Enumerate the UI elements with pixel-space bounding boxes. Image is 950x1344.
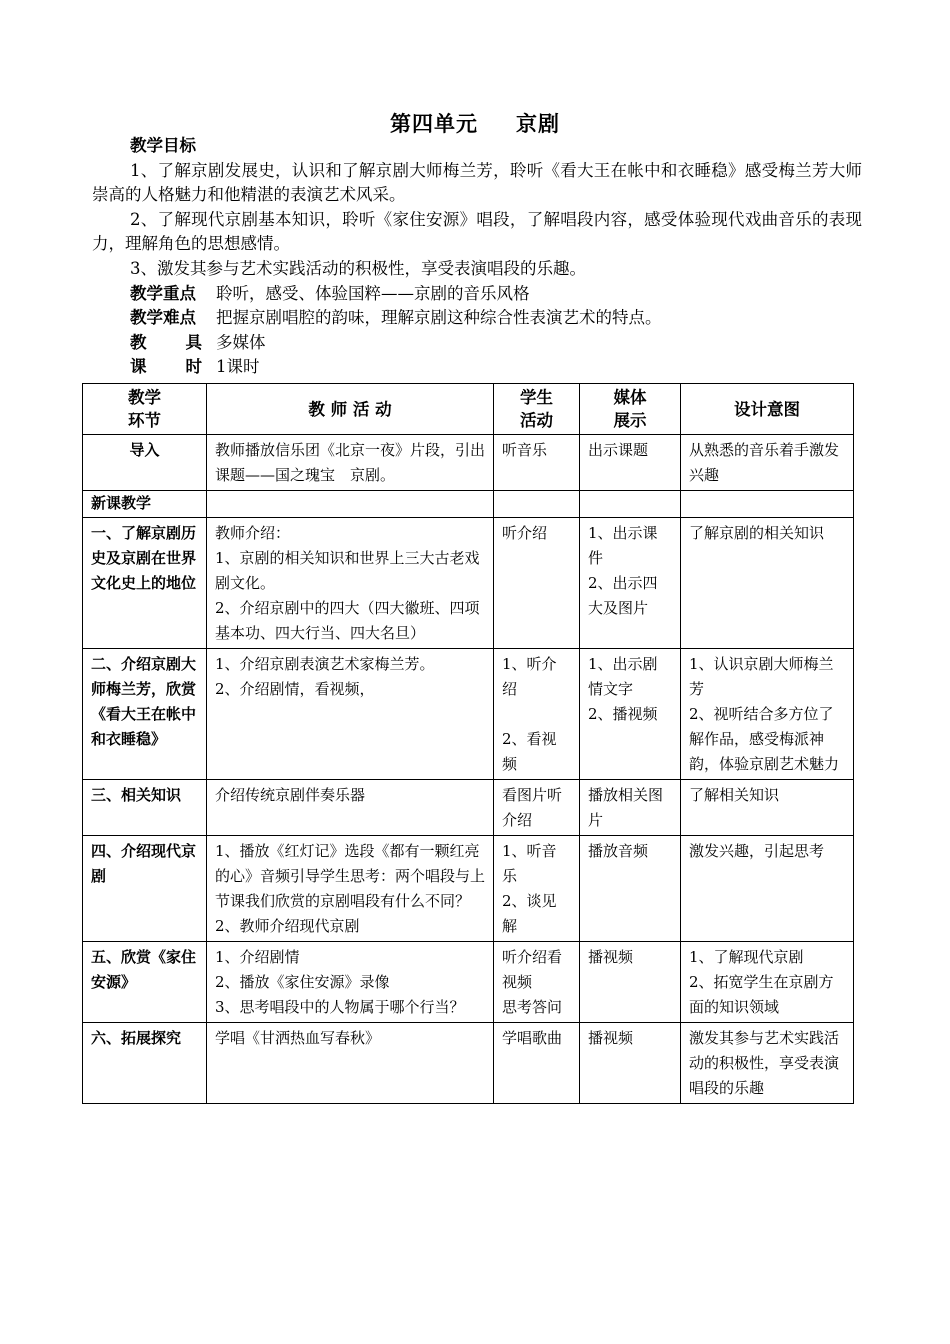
teacher-line: 介绍传统京剧伴奏乐器 [215, 786, 366, 804]
media-cell [580, 1023, 681, 1104]
teacher-cell [207, 518, 494, 649]
intro-student: 听音乐 [494, 435, 580, 491]
section-label: 新课教学 [83, 491, 207, 518]
header-intent: 设计意图 [681, 384, 854, 435]
teacher-line: 1、播放《红灯记》选段《都有一颗红亮的心》音频引导学生思考：两个唱段与上节课我们欣赏的京剧唱段有什么不同？ [215, 842, 486, 910]
difficulty-value: 把握京剧唱腔的韵味，理解京剧这种综合性表演艺术的特点。 [216, 308, 662, 328]
table-row [83, 780, 854, 836]
teacher-cell [207, 836, 494, 942]
lesson-plan-table [82, 383, 854, 1104]
student-cell [494, 942, 580, 1023]
intent-line: 了解京剧的相关知识 [689, 524, 825, 542]
title-topic: 京剧 [516, 112, 560, 136]
table-header-row [83, 384, 854, 435]
stage-cell: 六、拓展探究 [83, 1023, 207, 1104]
tools [92, 331, 862, 356]
media-cell [580, 942, 681, 1023]
table-row [83, 836, 854, 942]
media-line: 2、出示四大及图片 [588, 574, 658, 617]
teacher-line: 1、京剧的相关知识和世界上三大古老戏剧文化。 [215, 549, 480, 592]
intent-cell [681, 649, 854, 780]
key-point [92, 282, 862, 307]
stage-cell: 三、相关知识 [83, 780, 207, 836]
student-cell [494, 649, 580, 780]
media-line: 2、播视频 [588, 705, 658, 723]
objective-3: 3、激发其参与艺术实践活动的积极性，享受表演唱段的乐趣。 [130, 258, 586, 278]
tools-label: 教具 [130, 332, 202, 352]
media-cell [580, 836, 681, 942]
intent-cell [681, 836, 854, 942]
teacher-cell [207, 649, 494, 780]
intro-intent: 从熟悉的音乐着手激发兴趣 [681, 435, 854, 491]
intent-line: 1、认识京剧大师梅兰芳 [689, 655, 834, 698]
student-line: 听介绍看视频 [502, 948, 563, 991]
intent-cell [681, 1023, 854, 1104]
teacher-line: 2、播放《家住安源》录像 [215, 973, 390, 991]
header-stage: 教学 环节 [83, 384, 207, 435]
intent-cell [681, 942, 854, 1023]
teacher-line: 学唱《甘洒热血写春秋》 [215, 1029, 381, 1047]
media-line: 1、出示剧情文字 [588, 655, 658, 698]
teacher-line: 2、教师介绍现代京剧 [215, 917, 360, 935]
objectives-heading: 教学目标 [130, 136, 196, 155]
objective-1: 1、了解京剧发展史，认识和了解京剧大师梅兰芳，聆听《看大王在帐中和衣睡稳》感受梅兰芳大师崇高的人格魅力和他精湛的表演艺术风采。 [92, 160, 862, 205]
lesson-intro [92, 134, 862, 380]
key-point-value: 聆听，感受、体验国粹——京剧的音乐风格 [216, 283, 530, 303]
media-cell [580, 780, 681, 836]
intent-line: 2、视听结合多方位了解作品，感受梅派神韵，体验京剧艺术魅力 [689, 705, 840, 773]
header-media: 媒体 展示 [580, 384, 681, 435]
header-teacher: 教 师 活 动 [207, 384, 494, 435]
teacher-line: 教师介绍： [215, 524, 291, 542]
intent-cell [681, 518, 854, 649]
title-unit: 第四单元 [390, 112, 478, 136]
student-line [502, 702, 571, 727]
media-line: 播视频 [588, 1029, 634, 1047]
teacher-cell [207, 942, 494, 1023]
stage-cell: 一、了解京剧历史及京剧在世界文化史上的地位 [83, 518, 207, 649]
intent-cell [681, 780, 854, 836]
intro-stage: 导入 [83, 435, 207, 491]
student-line: 2、谈见解 [502, 892, 557, 935]
media-cell [580, 518, 681, 649]
student-line: 1、听音乐 [502, 842, 557, 885]
intent-line: 了解相关知识 [689, 786, 780, 804]
media-line: 1、出示课件 [588, 524, 658, 567]
media-line: 播放音频 [588, 842, 649, 860]
student-cell [494, 780, 580, 836]
stage-cell: 五、欣赏《家住安源》 [83, 942, 207, 1023]
teacher-line: 2、介绍京剧中的四大（四大徽班、四项基本功、四大行当、四大名旦） [215, 599, 480, 642]
key-point-label: 教学重点 [130, 283, 196, 303]
teacher-cell [207, 780, 494, 836]
teacher-line: 1、介绍京剧表演艺术家梅兰芳。 [215, 655, 435, 673]
intent-line: 激发其参与艺术实践活动的积极性，享受表演唱段的乐趣 [689, 1029, 840, 1097]
teacher-cell [207, 1023, 494, 1104]
intro-media: 出示课题 [580, 435, 681, 491]
table-row [83, 1023, 854, 1104]
student-line: 看图片听介绍 [502, 786, 563, 829]
teacher-line: 1、介绍剧情 [215, 948, 300, 966]
student-line: 2、看视频 [502, 730, 557, 773]
table-row [83, 649, 854, 780]
intro-row [83, 435, 854, 491]
stage-cell: 四、介绍现代京剧 [83, 836, 207, 942]
hours [92, 355, 862, 380]
student-line: 听介绍 [502, 524, 548, 542]
intent-line: 2、拓宽学生在京剧方面的知识领域 [689, 973, 834, 1016]
intent-line: 激发兴趣，引起思考 [689, 842, 825, 860]
media-line: 播放相关图片 [588, 786, 664, 829]
student-cell [494, 518, 580, 649]
objective-2: 2、了解现代京剧基本知识，聆听《家住安源》唱段，了解唱段内容，感受体验现代戏曲音乐的表现力，理解角色的思想感情。 [92, 209, 862, 254]
student-cell [494, 1023, 580, 1104]
tools-value: 多媒体 [216, 332, 266, 352]
student-line: 1、听介绍 [502, 655, 557, 698]
stage-cell: 二、介绍京剧大师梅兰芳，欣赏《看大王在帐中和衣睡稳》 [83, 649, 207, 780]
section-row [83, 491, 854, 518]
intent-line: 1、了解现代京剧 [689, 948, 804, 966]
media-cell [580, 649, 681, 780]
student-line: 学唱歌曲 [502, 1029, 563, 1047]
difficulty-label: 教学难点 [130, 308, 196, 328]
student-line: 思考答问 [502, 998, 563, 1016]
media-line: 播视频 [588, 948, 634, 966]
intro-teacher: 教师播放信乐团《北京一夜》片段，引出课题——国之瑰宝 京剧。 [207, 435, 494, 491]
difficulty [92, 306, 862, 331]
hours-value: 1课时 [216, 357, 260, 377]
table-row [83, 942, 854, 1023]
teacher-line: 2、介绍剧情，看视频， [215, 680, 375, 698]
student-cell [494, 836, 580, 942]
table-row [83, 518, 854, 649]
header-student: 学生 活动 [494, 384, 580, 435]
hours-label: 课时 [130, 357, 202, 377]
teacher-line: 3、思考唱段中的人物属于哪个行当？ [215, 998, 465, 1016]
